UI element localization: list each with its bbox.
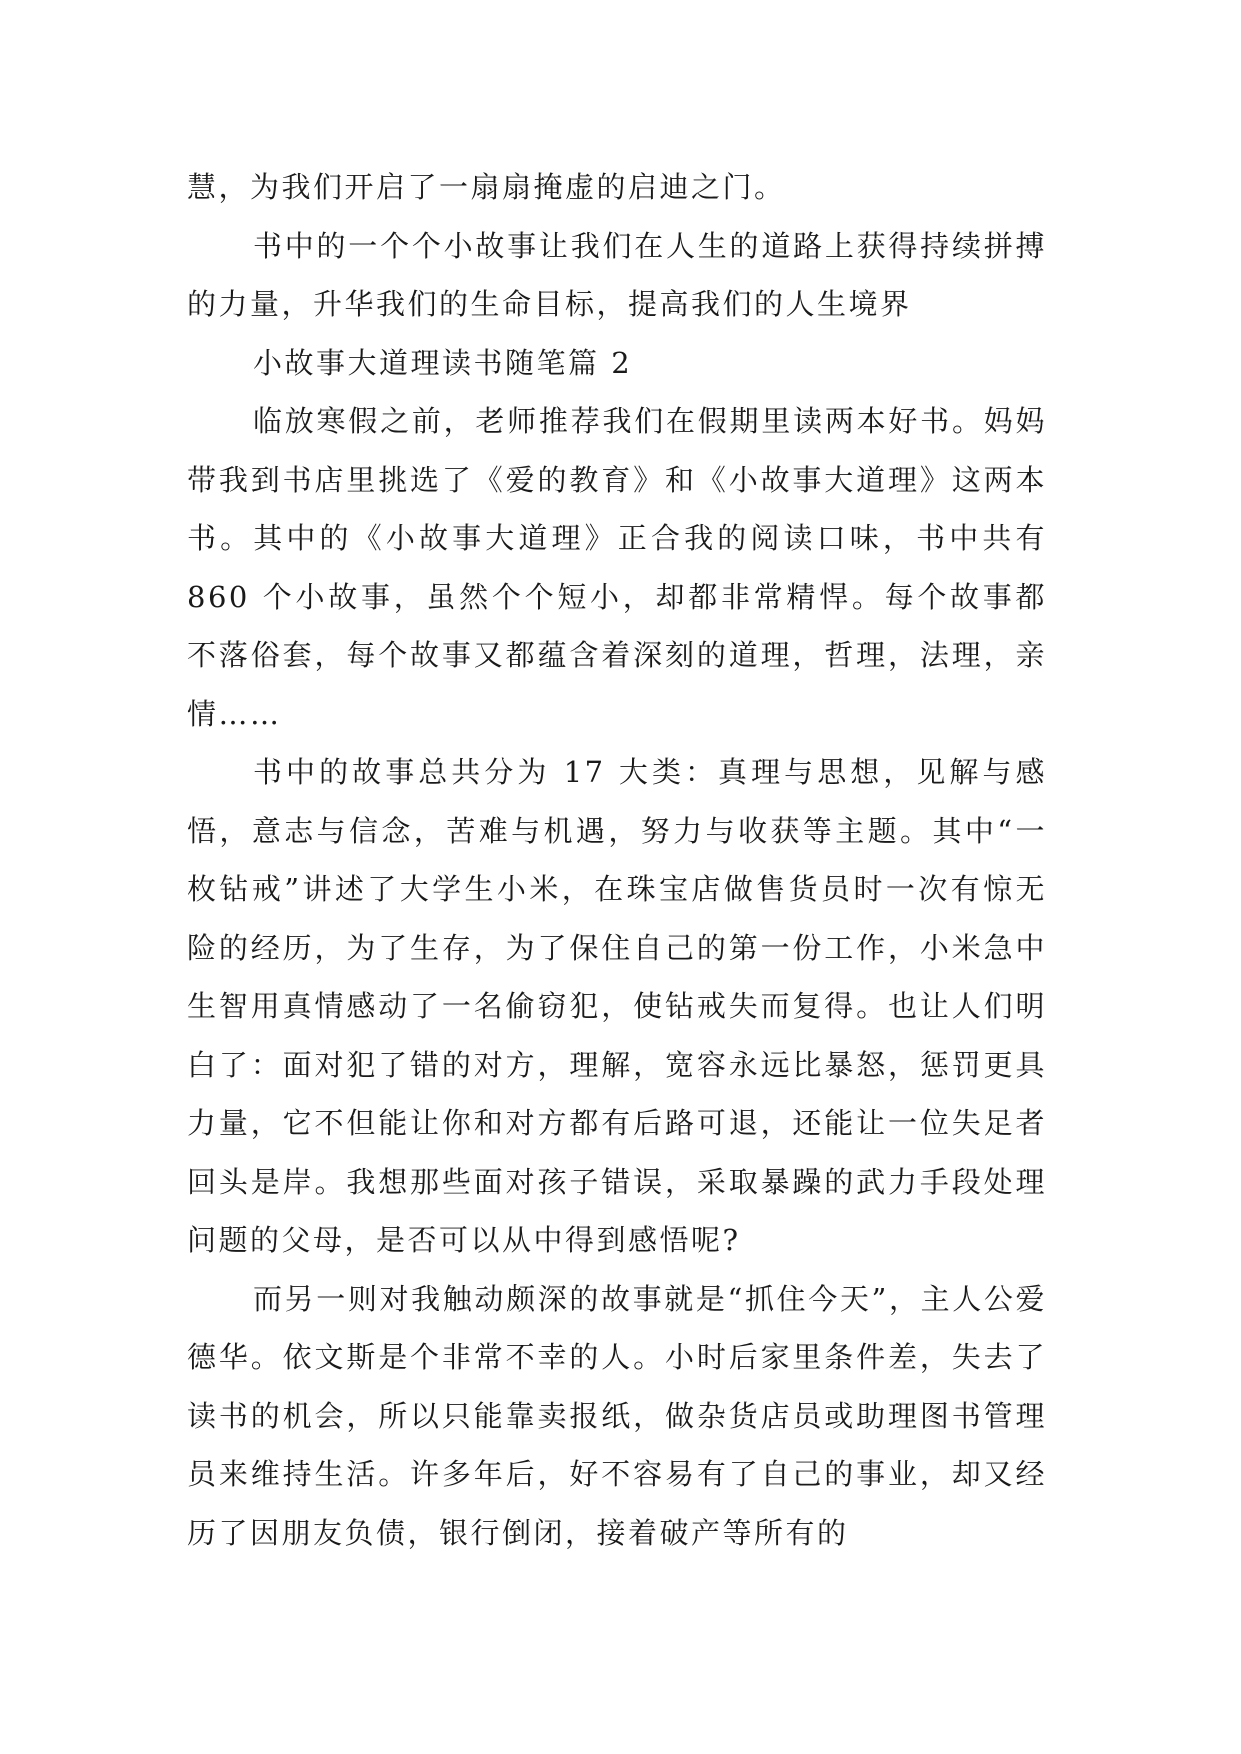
document-body [187,158,1047,1562]
paragraph-continuation: 慧，为我们开启了一扇扇掩虚的启迪之门。 [187,170,786,204]
paragraph: 书中的一个个小故事让我们在人生的道路上获得持续拼搏的力量，升华我们的生命目标，提高我们的人生境界 [187,228,1047,321]
section-heading: 小故事大道理读书随笔篇 2 [253,345,633,380]
paragraph: 而另一则对我触动颇深的故事就是“抓住今天”，主人公爱德华。依文斯是个非常不幸的人。小时后家里条件差，失去了读书的机会，所以只能靠卖报纸，做杂货店员或助理图书管理员来维持生活。许多年后，好不容易有了自己的事业，却又经历了因朋友负债，银行倒闭，接着破产等所有的 [187,1281,1047,1550]
paragraph: 临放寒假之前，老师推荐我们在假期里读两本好书。妈妈带我到书店里挑选了《爱的教育》和《小故事大道理》这两本书。其中的《小故事大道理》正合我的阅读口味，书中共有 860 个小故事，虽然个个短小，却都非常精悍。每个故事都不落俗套，每个故事又都蕴含着深刻的道理，哲理，法理，亲情…… [187,404,1047,731]
paragraph: 书中的故事总共分为 17 大类：真理与思想，见解与感悟，意志与信念，苦难与机遇，努力与收获等主题。其中“一枚钻戒”讲述了大学生小米，在珠宝店做售货员时一次有惊无险的经历，为了生存，为了保住自己的第一份工作，小米急中生智用真情感动了一名偷窃犯，使钻戒失而复得。也让人们明白了：面对犯了错的对方，理解，宽容永远比暴怒，惩罚更具力量，它不但能让你和对方都有后路可退，还能让一位失足者回头是岸。我想那些面对孩子错误，采取暴躁的武力手段处理问题的父母，是否可以从中得到感悟呢? [187,755,1047,1257]
